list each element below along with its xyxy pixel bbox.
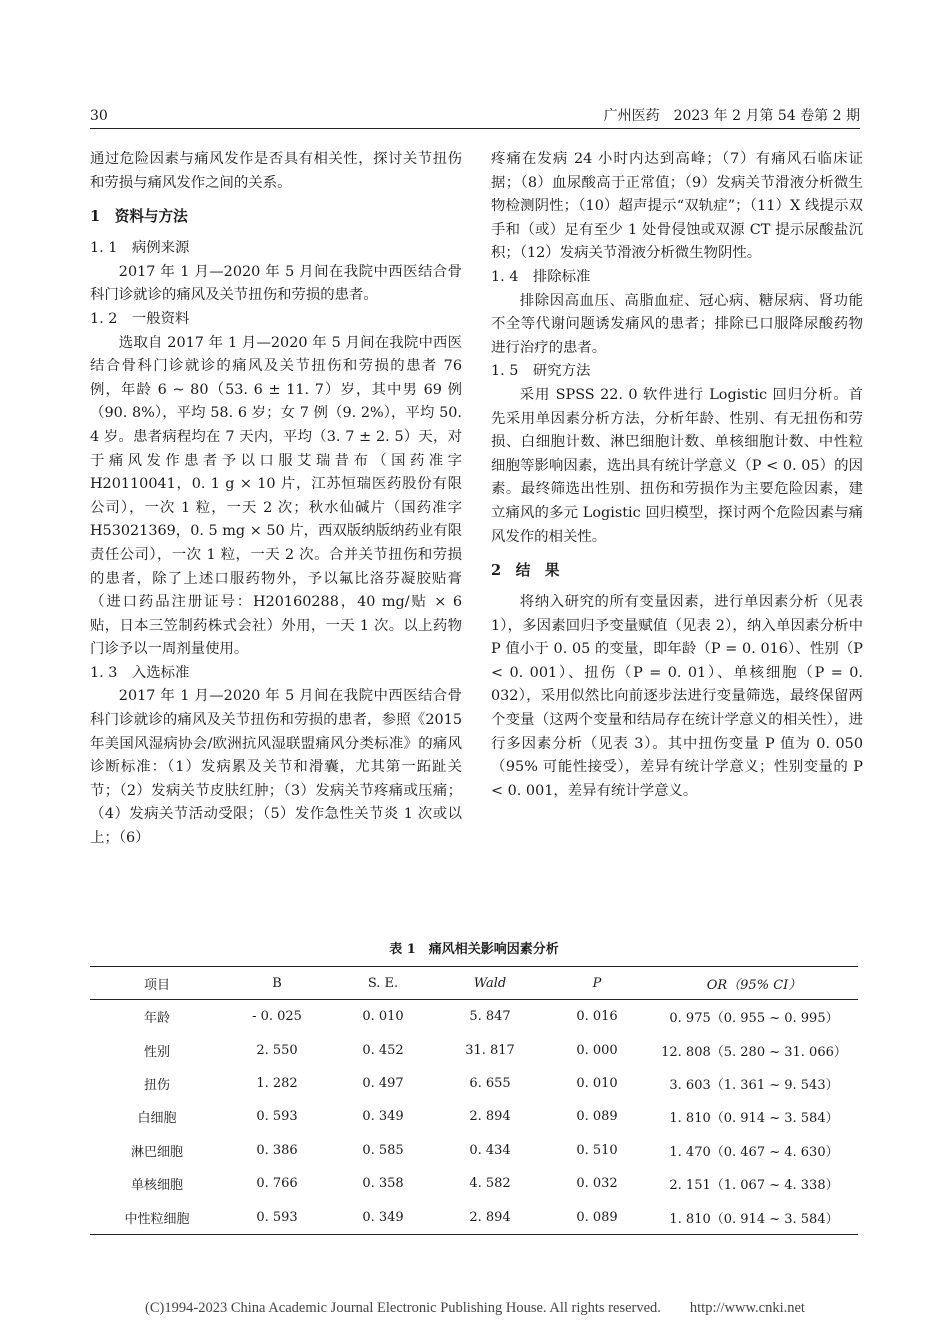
table-cell: 2. 894 bbox=[469, 1109, 511, 1125]
table-cell: 0. 585 bbox=[362, 1142, 404, 1158]
subsection-heading: 1. 3 入选标准 bbox=[90, 664, 190, 681]
table-cell: 2. 151（1. 067 ~ 4. 338） bbox=[669, 1178, 839, 1194]
table-cell: 1. 470（0. 467 ~ 4. 630） bbox=[669, 1144, 839, 1160]
table-cell: 年龄 bbox=[143, 1011, 170, 1027]
table-cell: 3. 603（1. 361 ~ 9. 543） bbox=[669, 1077, 839, 1093]
table-cell: 5. 847 bbox=[469, 1009, 511, 1025]
table-cell: 0. 010 bbox=[362, 1009, 404, 1025]
subsection-heading: 1. 1 病例来源 bbox=[90, 240, 190, 257]
table-cell: 白细胞 bbox=[137, 1111, 177, 1127]
body-paragraph: 2017 年 1 月—2020 年 5 月间在我院中西医结合骨科门诊就诊的痛风及关节扭伤和劳损的患者，参照《2015 年美国风湿病协会/欧洲抗风湿联盟痛风分类标准》的痛风诊断标准：（1）发病累及关节和滑囊，尤其第一跖趾关节；（2）发病关节皮肤红肿；（3）发病关节疼痛或压痛；（4）发病关节活动受限；（5）发作急性关节炎 1 次或以上；（6） bbox=[90, 688, 462, 847]
body-paragraph: 通过危险因素与痛风发作是否具有相关性，探讨关节扭伤和劳损与痛风发作之间的关系。 bbox=[90, 151, 462, 191]
page-number: 30 bbox=[90, 108, 108, 124]
table-cell: 31. 817 bbox=[465, 1042, 515, 1058]
subsection-heading: 1. 5 研究方法 bbox=[491, 363, 591, 380]
table-cell: 0. 032 bbox=[576, 1176, 618, 1192]
table-header-row bbox=[90, 967, 858, 1000]
table-row bbox=[90, 1067, 858, 1100]
table-cell: 0. 975（0. 955 ~ 0. 995） bbox=[669, 1011, 839, 1027]
table-cell: 12. 808（5. 280 ~ 31. 066） bbox=[661, 1044, 847, 1060]
table-cell: 0. 358 bbox=[362, 1176, 404, 1192]
table-cell: 1. 282 bbox=[256, 1075, 298, 1091]
subsection-heading: 1. 2 一般资料 bbox=[90, 310, 190, 327]
left-column bbox=[90, 148, 462, 851]
table-cell: 6. 655 bbox=[469, 1075, 511, 1091]
table-row bbox=[90, 1033, 858, 1066]
table-row bbox=[90, 1167, 858, 1200]
table-cell: 0. 089 bbox=[544, 1200, 650, 1234]
table-body bbox=[90, 1000, 858, 1235]
table-cell: 0. 452 bbox=[362, 1042, 404, 1058]
header-p: P bbox=[544, 967, 650, 1000]
body-paragraph: 将纳入研究的所有变量因素，进行单因素分析（见表 1），多因素回归予变量赋值（见表 2），纳入单因素分析中 P 值小于 0. 05 的变量，即年龄（P = 0. 016）、性别（P < 0. 001）、扭伤（P = 0. 01）、单核细胞（P = 0. 032），采用似然比向前逐步法进行变量筛选，最终保留两个变量（这两个变量和结局存在统计学意义的相关性），进行多因素分析（见表 3）。其中扭伤变量 P 值为 0. 050（95% 可能性接受），差异有统计学意义；性别变量的 P < 0. 001，差异有统计学意义。 bbox=[491, 594, 863, 799]
subsection-heading: 1. 4 排除标准 bbox=[491, 268, 591, 285]
results-table bbox=[90, 966, 858, 1235]
table-cell: 0. 386 bbox=[256, 1142, 298, 1158]
table-cell: 1. 810（0. 914 ~ 3. 584） bbox=[669, 1111, 839, 1127]
table-row bbox=[90, 1134, 858, 1167]
table-cell: 1. 810（0. 914 ~ 3. 584） bbox=[650, 1200, 858, 1234]
header-item: 项目 bbox=[90, 967, 224, 1000]
table-cell: 0. 510 bbox=[576, 1142, 618, 1158]
table-cell: 0. 089 bbox=[576, 1109, 618, 1125]
table-row bbox=[90, 1100, 858, 1133]
table-cell: 性别 bbox=[143, 1044, 170, 1060]
table-cell: 淋巴细胞 bbox=[130, 1144, 183, 1160]
table-cell: 0. 766 bbox=[256, 1176, 298, 1192]
header-b: B bbox=[224, 967, 330, 1000]
table-cell: 0. 016 bbox=[576, 1009, 618, 1025]
header-se: S. E. bbox=[330, 967, 436, 1000]
right-column bbox=[491, 148, 863, 803]
table-cell: 中性粒细胞 bbox=[90, 1200, 224, 1234]
table-cell: 0. 010 bbox=[576, 1075, 618, 1091]
journal-citation: 广州医药 2023 年 2 月第 54 卷第 2 期 bbox=[603, 108, 860, 124]
table-cell: 0. 497 bbox=[362, 1075, 404, 1091]
body-paragraph: 2017 年 1 月—2020 年 5 月间在我院中西医结合骨科门诊就诊的痛风及关节扭伤和劳损的患者。 bbox=[90, 263, 462, 304]
section-heading: 1 资料与方法 bbox=[90, 208, 188, 226]
body-paragraph: 选取自 2017 年 1 月—2020 年 5 月间在我院中西医结合骨科门诊就诊的痛风及关节扭伤和劳损的患者 76 例，年龄 6 ~ 80（53. 6 ± 11. 7）岁，其中男 69 例（90. 8%），平均 58. 6 岁；女 7 例（9. 2%），平均 50. 4 岁。患者病程均在 7 天内，平均（3. 7 ± 2. 5）天，对于痛风发作患者予以口服艾瑞昔布（国药准字 H20110041，0. 1 g × 10 片，江苏恒瑞医药股份有限公司），一次 1 粒，一天 2 次；秋水仙碱片（国药准字 H53021369，0. 5 mg × 50 片，西双版纳版纳药业有限责任公司），一次 1 粒，一天 2 次。合并关节扭伤和劳损的患者，除了上述口服药物外，予以氟比洛芬凝胶贴膏（进口药品注册证号：H20160288，40 mg/贴 × 6 贴，日本三笠制药株式会社）外用，一天 1 次。以上药物门诊予以一周剂量使用。 bbox=[90, 334, 462, 658]
table-cell: 2. 550 bbox=[256, 1042, 298, 1058]
table-cell: 0. 593 bbox=[224, 1200, 330, 1234]
section-heading: 2 结 果 bbox=[491, 562, 560, 580]
table-cell: 0. 349 bbox=[330, 1200, 436, 1234]
body-paragraph: 排除因高血压、高脂血症、冠心病、糖尿病、肾功能不全等代谢问题诱发痛风的患者；排除已口服降尿酸药物进行治疗的患者。 bbox=[491, 292, 863, 356]
table-row bbox=[90, 1000, 858, 1034]
table-cell: 0. 349 bbox=[362, 1109, 404, 1125]
table-row bbox=[90, 1200, 858, 1234]
header-or: OR（95% CI） bbox=[650, 967, 858, 1000]
table-cell: 0. 593 bbox=[256, 1109, 298, 1125]
running-header bbox=[90, 104, 860, 129]
table-cell: 0. 000 bbox=[576, 1042, 618, 1058]
table-title: 表 1 痛风相关影响因素分析 bbox=[389, 942, 559, 957]
header-wald: Wald bbox=[436, 967, 544, 1000]
table-cell: 0. 434 bbox=[469, 1142, 511, 1158]
table-cell: 2. 894 bbox=[436, 1200, 544, 1234]
table-1 bbox=[90, 940, 858, 1235]
copyright-footer: (C)1994-2023 China Academic Journal Electronic Publishing House. All rights reserved. http://www.cnki.net bbox=[145, 1300, 805, 1316]
table-cell: 扭伤 bbox=[143, 1077, 170, 1093]
table-cell: 4. 582 bbox=[469, 1176, 511, 1192]
table-cell: - 0. 025 bbox=[252, 1009, 302, 1025]
body-paragraph: 疼痛在发病 24 小时内达到高峰；（7）有痛风石临床证据；（8）血尿酸高于正常值；（9）发病关节滑液分析微生物检测阴性；（10）超声提示“双轨症”；（11）X 线提示双手和（或）足有至少 1 处骨侵蚀或双源 CT 提示尿酸盐沉积；（12）发病关节滑液分析微生物阴性。 bbox=[491, 151, 863, 262]
table-cell: 单核细胞 bbox=[130, 1178, 183, 1194]
body-paragraph: 采用 SPSS 22. 0 软件进行 Logistic 回归分析。首先采用单因素分析方法，分析年龄、性别、有无扭伤和劳损、白细胞计数、淋巴细胞计数、单核细胞计数、中性粒细胞等影响因素，选出具有统计学意义（P < 0. 05）的因素。最终筛选出性别、扭伤和劳损作为主要危险因素，建立痛风的多元 Logistic 回归模型，探讨两个危险因素与痛风发作的相关性。 bbox=[491, 386, 863, 545]
